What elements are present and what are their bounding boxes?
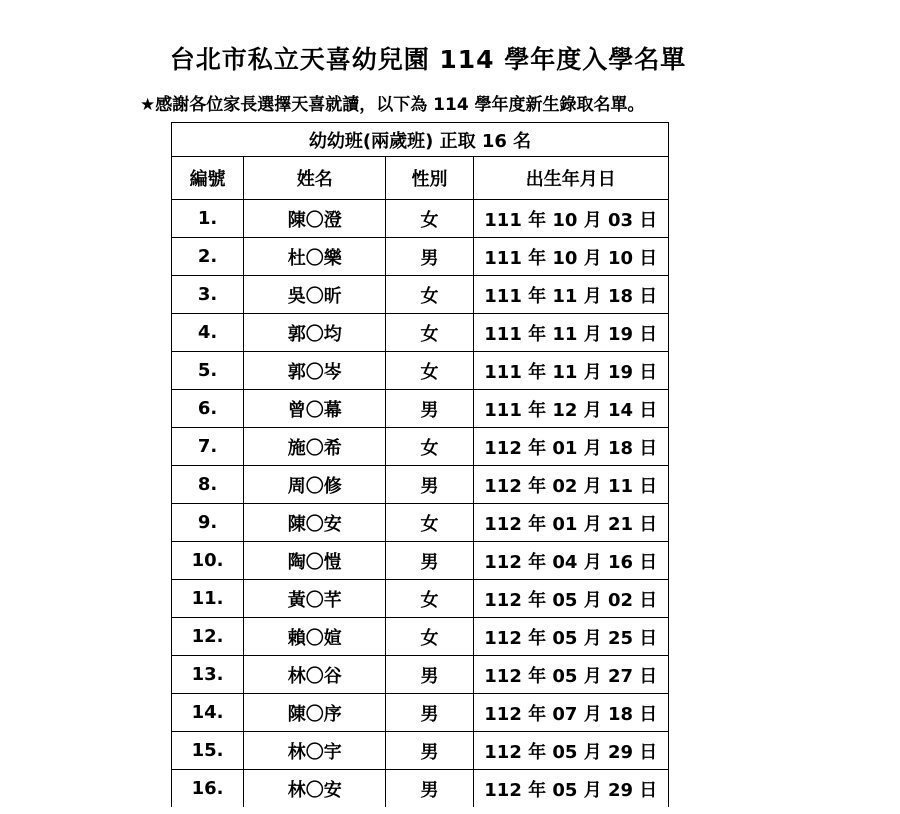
student-name: 周〇修: [244, 466, 386, 504]
student-birthdate: 111 年 10 月 03 日: [473, 200, 668, 238]
student-gender: 女: [386, 504, 473, 542]
row-number: 11.: [172, 580, 244, 618]
row-number: 1.: [172, 200, 244, 238]
row-number: 15.: [172, 732, 244, 770]
student-birthdate: 112 年 05 月 27 日: [473, 656, 668, 694]
student-gender: 女: [386, 618, 473, 656]
student-gender: 女: [386, 314, 473, 352]
row-number: 8.: [172, 466, 244, 504]
student-birthdate: 112 年 01 月 21 日: [473, 504, 668, 542]
student-name: 陳〇安: [244, 504, 386, 542]
row-number: 16.: [172, 770, 244, 808]
table-row: [172, 580, 669, 618]
table-row: [172, 314, 669, 352]
student-name: 杜〇樂: [244, 238, 386, 276]
table-row: [172, 238, 669, 276]
student-birthdate: 112 年 02 月 11 日: [473, 466, 668, 504]
student-gender: 男: [386, 732, 473, 770]
student-name: 吳〇昕: [244, 276, 386, 314]
student-name: 郭〇岑: [244, 352, 386, 390]
student-gender: 男: [386, 466, 473, 504]
row-number: 13.: [172, 656, 244, 694]
class-heading-row: [172, 123, 669, 157]
student-name: 陳〇序: [244, 694, 386, 732]
table-row: [172, 504, 669, 542]
student-name: 林〇宇: [244, 732, 386, 770]
student-gender: 女: [386, 580, 473, 618]
column-header-gender: 性別: [386, 157, 473, 200]
column-header-birthdate: 出生年月日: [473, 157, 668, 200]
column-header-number: 編號: [172, 157, 244, 200]
student-name: 陳〇澄: [244, 200, 386, 238]
column-header-name: 姓名: [244, 157, 386, 200]
student-birthdate: 111 年 12 月 14 日: [473, 390, 668, 428]
table-row: [172, 428, 669, 466]
table-row: [172, 618, 669, 656]
student-gender: 女: [386, 200, 473, 238]
column-header-row: [172, 157, 669, 200]
student-gender: 女: [386, 276, 473, 314]
student-birthdate: 111 年 11 月 18 日: [473, 276, 668, 314]
row-number: 10.: [172, 542, 244, 580]
class-heading: 幼幼班(兩歲班) 正取 16 名: [172, 123, 669, 157]
admission-table: [171, 122, 669, 807]
row-number: 6.: [172, 390, 244, 428]
table-row: [172, 200, 669, 238]
student-gender: 男: [386, 656, 473, 694]
table-row: [172, 656, 669, 694]
row-number: 2.: [172, 238, 244, 276]
table-row: [172, 390, 669, 428]
page-title: 台北市私立天喜幼兒園 114 學年度入學名單: [169, 45, 687, 74]
student-name: 曾〇幕: [244, 390, 386, 428]
row-number: 5.: [172, 352, 244, 390]
student-gender: 男: [386, 542, 473, 580]
table-row: [172, 466, 669, 504]
student-birthdate: 111 年 11 月 19 日: [473, 352, 668, 390]
student-gender: 男: [386, 238, 473, 276]
row-number: 7.: [172, 428, 244, 466]
student-birthdate: 112 年 01 月 18 日: [473, 428, 668, 466]
table-row: [172, 732, 669, 770]
student-gender: 男: [386, 770, 473, 808]
student-birthdate: 112 年 07 月 18 日: [473, 694, 668, 732]
student-birthdate: 111 年 11 月 19 日: [473, 314, 668, 352]
subtitle-note: ★感謝各位家長選擇天喜就讀，以下為 114 學年度新生錄取名單。: [140, 95, 645, 115]
student-birthdate: 112 年 05 月 02 日: [473, 580, 668, 618]
student-name: 陶〇愷: [244, 542, 386, 580]
table-row: [172, 542, 669, 580]
student-name: 施〇希: [244, 428, 386, 466]
student-birthdate: 112 年 05 月 29 日: [473, 770, 668, 808]
student-gender: 女: [386, 352, 473, 390]
row-number: 3.: [172, 276, 244, 314]
row-number: 12.: [172, 618, 244, 656]
student-birthdate: 112 年 04 月 16 日: [473, 542, 668, 580]
row-number: 4.: [172, 314, 244, 352]
student-gender: 女: [386, 428, 473, 466]
student-birthdate: 112 年 05 月 29 日: [473, 732, 668, 770]
student-gender: 男: [386, 694, 473, 732]
student-birthdate: 111 年 10 月 10 日: [473, 238, 668, 276]
student-name: 林〇谷: [244, 656, 386, 694]
student-name: 郭〇均: [244, 314, 386, 352]
table-row: [172, 770, 669, 808]
student-name: 賴〇媗: [244, 618, 386, 656]
table-row: [172, 276, 669, 314]
table-row: [172, 694, 669, 732]
table-row: [172, 352, 669, 390]
student-name: 黃〇芊: [244, 580, 386, 618]
student-name: 林〇安: [244, 770, 386, 808]
row-number: 9.: [172, 504, 244, 542]
student-gender: 男: [386, 390, 473, 428]
student-birthdate: 112 年 05 月 25 日: [473, 618, 668, 656]
row-number: 14.: [172, 694, 244, 732]
